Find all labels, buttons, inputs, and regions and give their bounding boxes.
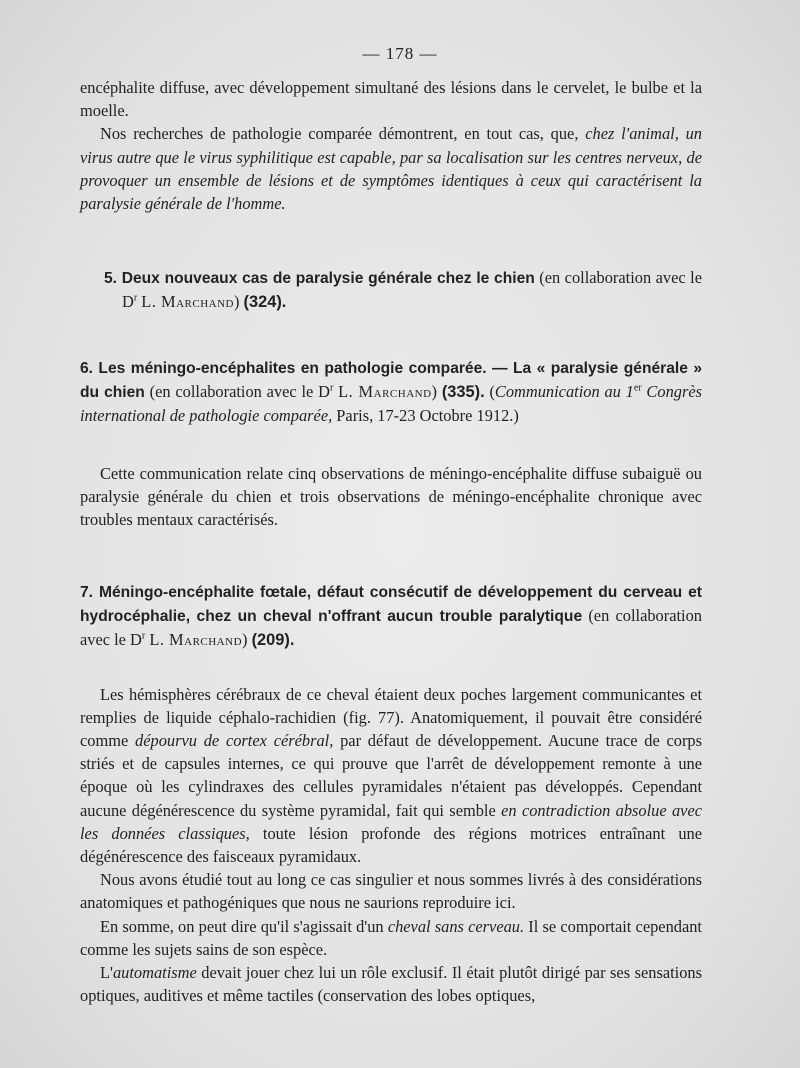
section-7: [80, 580, 702, 1007]
section-5: [80, 266, 702, 314]
paren-open: (: [484, 382, 495, 402]
paren-close: ): [242, 630, 252, 650]
section-6-date: Paris, 17-23 Octobre 1912.): [332, 406, 519, 426]
dr-superscript: r: [133, 292, 138, 304]
section-7-paragraph-2: Nous avons étudié tout au long ce cas singulier et nous sommes livrés à des considérations anatomiques et pathogéniques que nous ne saurions reproduire ici.: [80, 870, 702, 913]
paren-close: ): [431, 382, 442, 402]
text: Les hémisphères cérébraux de ce cheval étaient deux poches largement communicantes et remplies de liquide céphalo-rachidien (fig. 77). Anatomiquement, il pouvait être considéré comme: [80, 684, 702, 751]
paren-close: ): [233, 292, 244, 312]
text: Il se comportait cependant comme les sujets sains de son espèce.: [80, 916, 702, 959]
text: En somme, on peut dire qu'il s'agissait d'un: [100, 916, 388, 936]
intro-paragraph-2: [80, 122, 702, 215]
italic-text: dépourvu de cortex cérébral,: [135, 731, 334, 751]
dr-superscript: r: [329, 382, 334, 394]
section-6-collab: (en collaboration avec le D: [144, 382, 330, 402]
text: L': [100, 963, 113, 983]
page-number: — 178 —: [362, 44, 438, 63]
section-5-heading: 5. Deux nouveaux cas de paralysie générale chez le chien: [104, 270, 535, 287]
section-6-ref: (335).: [441, 383, 485, 402]
text: devait jouer chez lui un rôle exclusif. Il était plutôt dirigé par ses sensations optiques, auditives et même tactiles (conservation des lobes optiques,: [80, 963, 702, 1006]
section-5-ref: (324).: [243, 293, 287, 312]
intro-italic-text: chez l'animal, un virus autre que le virus syphilitique est capable, par sa localisation sur les centres nerveux, de provoquer un ensemble de lésions et de symptômes identiques à ceux qui caractérisent la paralysie générale de l'homme.: [80, 124, 702, 214]
intro-text: Nos recherches de pathologie comparée démontrent, en tout cas, que,: [100, 124, 586, 144]
section-7-heading: 7. Méningo-encéphalite fœtale, défaut consécutif de développement du cerveau et hydrocéphalie, chez un cheval n'offrant aucun trouble paralytique: [80, 584, 702, 626]
section-7-ref: (209).: [251, 631, 295, 650]
text: par défaut de développement. Aucune trace de corps striés et de capsules internes, ce qui prouve que l'arrêt de développement remonte à une époque où les cylindraxes des cellules pyramidales n'étaient pas développés. Cependant aucune dégénérescence du système pyramidal, fait qui semble: [80, 731, 703, 820]
italic-text: cheval sans cerveau.: [387, 916, 525, 936]
dr-superscript: r: [141, 630, 146, 642]
section-5-author: L. Marchand: [141, 292, 234, 312]
section-7-paragraph-4: [80, 961, 702, 1007]
text: toute lésion profonde des régions motrices entraînant une dégénérescence des faisceaux pyramidaux.: [80, 823, 702, 867]
section-7-paragraph-3: [80, 915, 702, 961]
section-7-author: L. Marchand: [149, 630, 243, 650]
intro-paragraph-1: encéphalite diffuse, avec développement simultané des lésions dans le cervelet, le bulbe et la moelle.: [80, 78, 702, 121]
section-6-heading-line: [80, 356, 702, 428]
section-6: [80, 356, 702, 531]
section-6-communication: Communication au 1: [494, 382, 634, 402]
intro-block: [80, 76, 702, 215]
section-6-author: L. Marchand: [338, 382, 432, 402]
er-superscript: er: [633, 382, 642, 394]
section-6-congress: Congrès international de pathologie comparée,: [80, 382, 702, 426]
section-6-body: Cette communication relate cinq observations de méningo-encéphalite diffuse subaiguë ou paralysie générale du chien et trois observations de méningo-encéphalite chronique avec troubles mentaux caractérisés.: [80, 463, 702, 530]
section-7-heading-line: [80, 580, 702, 653]
section-6-heading: 6. Les méningo-encéphalites en pathologie comparée. — La « paralysie générale » du chien: [80, 360, 702, 402]
section-7-collab: (en collaboration avec le D: [80, 606, 702, 650]
italic-text: automatisme: [112, 963, 197, 983]
section-7-paragraph-1: [80, 683, 702, 869]
italic-text: en contradiction absolue avec les données classiques,: [80, 800, 702, 843]
section-5-collab: (en collaboration avec le D: [122, 268, 702, 312]
section-5-heading-line: [80, 266, 702, 314]
